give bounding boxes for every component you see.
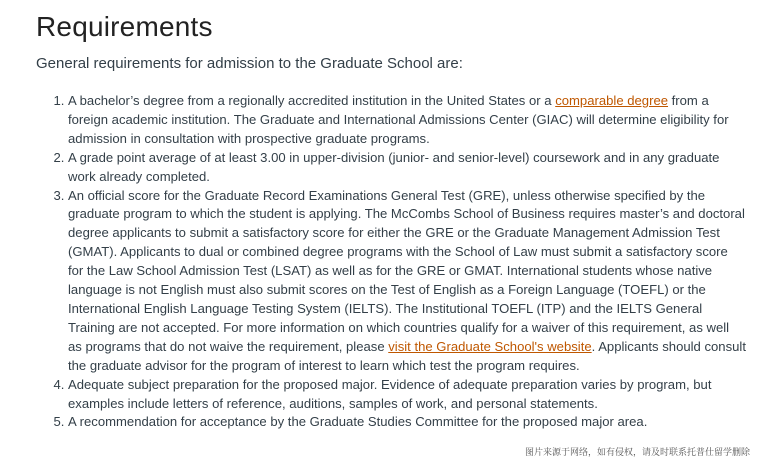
intro-text: General requirements for admission to the Graduate School are:: [36, 55, 463, 72]
requirement-text: from a foreign academic institution. The Graduate and International Admissions Center (GIAC) will determine eligibility for admission in consultation with prospective graduate programs.: [68, 93, 729, 146]
requirement-text: An official score for the Graduate Record Examinations General Test (GRE), unless otherwise specified by the graduate program to which the student is applying. The McCombs School of Business requires master’s and doctoral degree applicants to submit a satisfactory score for either the GRE or the Graduate Management Admission Test (GMAT). Applicants to dual or combined degree programs with the School of Law must submit a satisfactory score for the Law School Admission Test (LSAT) as well as for the GRE or GMAT. International students whose native language is not English must also submit scores on the Test of English as a Foreign Language (TOEFL) or the International English Language Testing System (IELTS). The Institutional TOEFL (ITP) and the IELTS General Training are not accepted. For more information on which countries qualify for a waiver of this requirement, as well as programs that do not waive the requirement, please: [68, 187, 745, 354]
requirement-item-4: [68, 376, 746, 414]
requirement-item-5: [68, 413, 746, 432]
comparable-degree-link[interactable]: comparable degree: [555, 93, 669, 108]
requirements-list: [36, 92, 746, 432]
requirement-text: A bachelor’s degree from a regionally accredited institution in the United States or a: [68, 93, 556, 108]
requirement-text: . Applicants should consult the graduate advisor for the program of interest to learn which test the program requires.: [68, 338, 746, 373]
requirement-text: A recommendation for acceptance by the Graduate Studies Committee for the proposed major area.: [68, 414, 648, 430]
requirement-text: Adequate subject preparation for the proposed major. Evidence of adequate preparation varies by program, but examples include letters of reference, auditions, samples of work, and personal statements.: [68, 376, 712, 411]
watermark-caption: 图片来源于网络，如有侵权，请及时联系托普仕留学删除: [523, 445, 752, 458]
requirement-item-2: [68, 149, 746, 187]
graduate-school-website-link[interactable]: visit the Graduate School's website: [388, 338, 592, 354]
requirement-item-1: [68, 92, 746, 149]
requirements-section: [36, 0, 746, 432]
page-title: Requirements: [36, 11, 213, 42]
requirement-item-3: [68, 187, 746, 376]
requirement-text: A grade point average of at least 3.00 in upper-division (junior- and senior-level) coursework and in any graduate work already completed.: [68, 149, 720, 184]
